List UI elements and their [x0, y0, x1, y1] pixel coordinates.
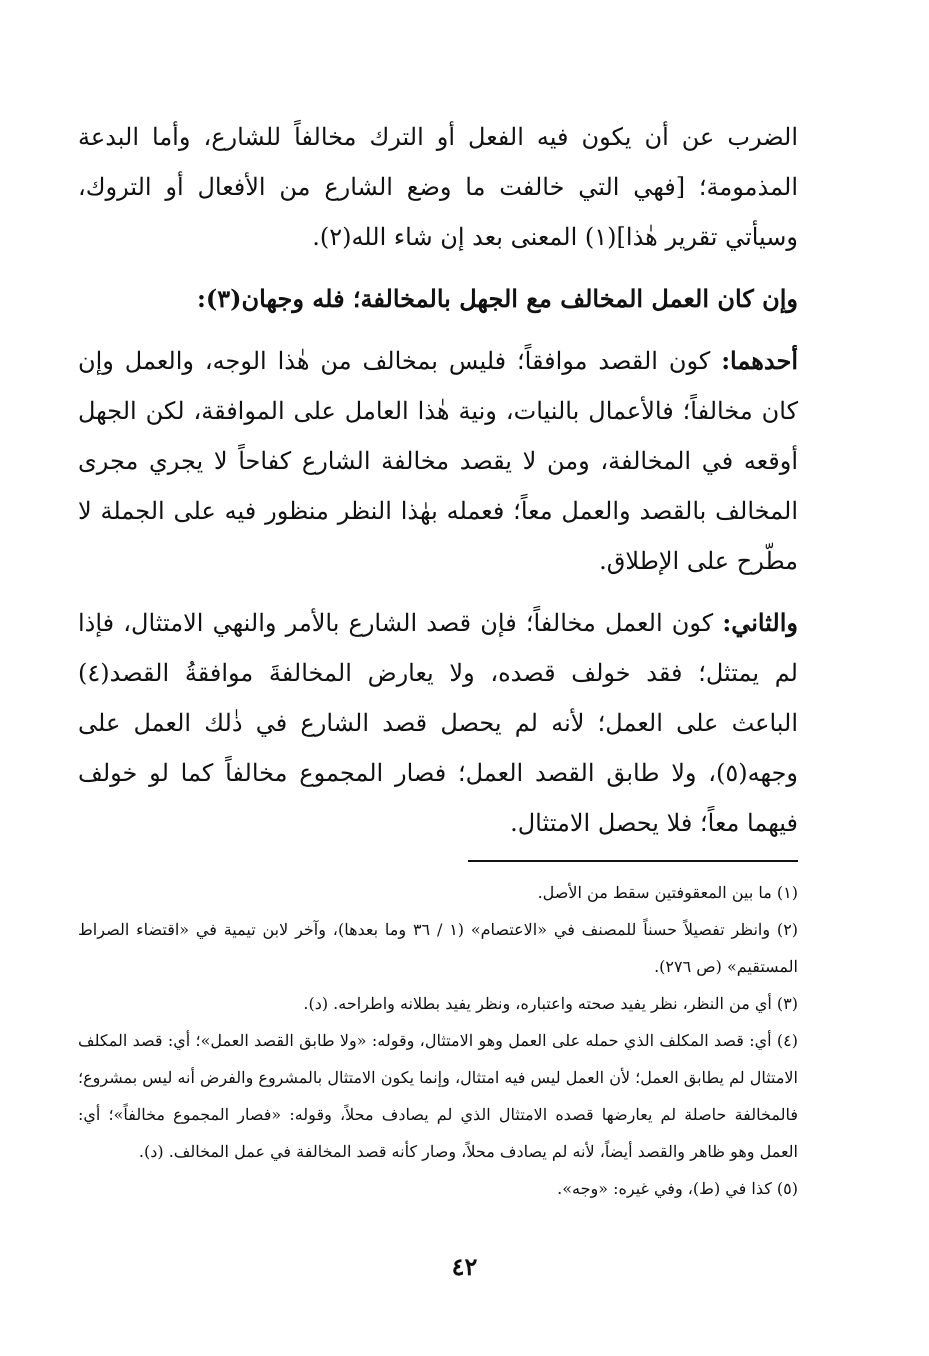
footnote-3: (٣) أي من النظر، نظر يفيد صحته واعتباره، ونظر يفيد بطلانه واطراحه. (د).	[303, 994, 798, 1013]
paragraph-2-text: كون القصد موافقاً؛ فليس بمخالف من هٰذا الوجه، والعمل وإن كان مخالفاً؛ فالأعمال بالنيات، ونية هٰذا العامل على الموافقة، لكن الجهل أوقعه في المخالفة، ومن لا يقصد مخالفة الشارع كفاحاً لا يجري مجرى المخالف بالقصد والعمل معاً؛ فعمله بهٰذا النظر منظور فيه على الجملة لا مطّرح على الإطلاق.	[78, 347, 798, 575]
page-content	[78, 112, 798, 1207]
section-heading: وإن كان العمل المخالف مع الجهل بالمخالفة؛ فله وجهان(٣):	[197, 284, 798, 313]
footnote-4: (٤) أي: قصد المكلف الذي حمله على العمل وهو الامتثال، وقوله: «ولا طابق القصد العمل»؛ أي: قصد المكلف الامتثال لم يطابق العمل؛ لأن العمل ليس فيه امتثال، وإنما يكون الامتثال بالمشروع والفرض أنه ليس بمشروع؛ فالمخالفة حاصلة لم يعارضها قصده الامتثال الذي لم يصادف محلاً، وقوله: «فصار المجموع مخالفاً»؛ أي: العمل وهو ظاهر والقصد أيضاً، لأنه لم يصادف محلاً، وصار كأنه قصد المخالفة في عمل المخالف. (د).	[78, 1031, 799, 1161]
paragraph-3-text: كون العمل مخالفاً؛ فإن قصد الشارع بالأمر والنهي الامتثال، فإذا لم يمتثل؛ فقد خولف قصده، ولا يعارض المخالفةَ موافقةُ القصد(٤) الباعث على العمل؛ لأنه لم يحصل قصد الشارع في ذٰلك العمل على وجهه(٥)، ولا طابق القصد العمل؛ فصار المجموع مخالفاً كما لو خولف فيهما معاً؛ فلا يحصل الامتثال.	[78, 609, 798, 837]
footnote-divider	[468, 860, 798, 862]
body-paragraph-3	[78, 598, 798, 848]
body-paragraph-2	[78, 336, 798, 586]
footnote-1: (١) ما بين المعقوفتين سقط من الأصل.	[537, 883, 798, 902]
footnote-5: (٥) كذا في (ط)، وفي غيره: «وجه».	[557, 1179, 798, 1198]
footnotes	[78, 874, 798, 1207]
paragraph-2-lead: أحدهما:	[721, 346, 798, 375]
page-number: ٤٢	[451, 1252, 478, 1281]
body-paragraph-1: الضرب عن أن يكون فيه الفعل أو الترك مخالفاً للشارع، وأما البدعة المذمومة؛ [فهي التي خالفت ما وضع الشارع من الأفعال أو التروك، وسيأتي تقرير هٰذا](١) المعنى بعد إن شاء الله(٢).	[78, 123, 798, 251]
paragraph-3-lead: والثاني:	[722, 608, 798, 637]
footnote-2: (٢) وانظر تفصيلاً حسناً للمصنف في «الاعتصام» (١ / ٣٦ وما بعدها)، وآخر لابن تيمية في «اقتضاء الصراط المستقيم» (ص ٢٧٦).	[78, 920, 799, 976]
